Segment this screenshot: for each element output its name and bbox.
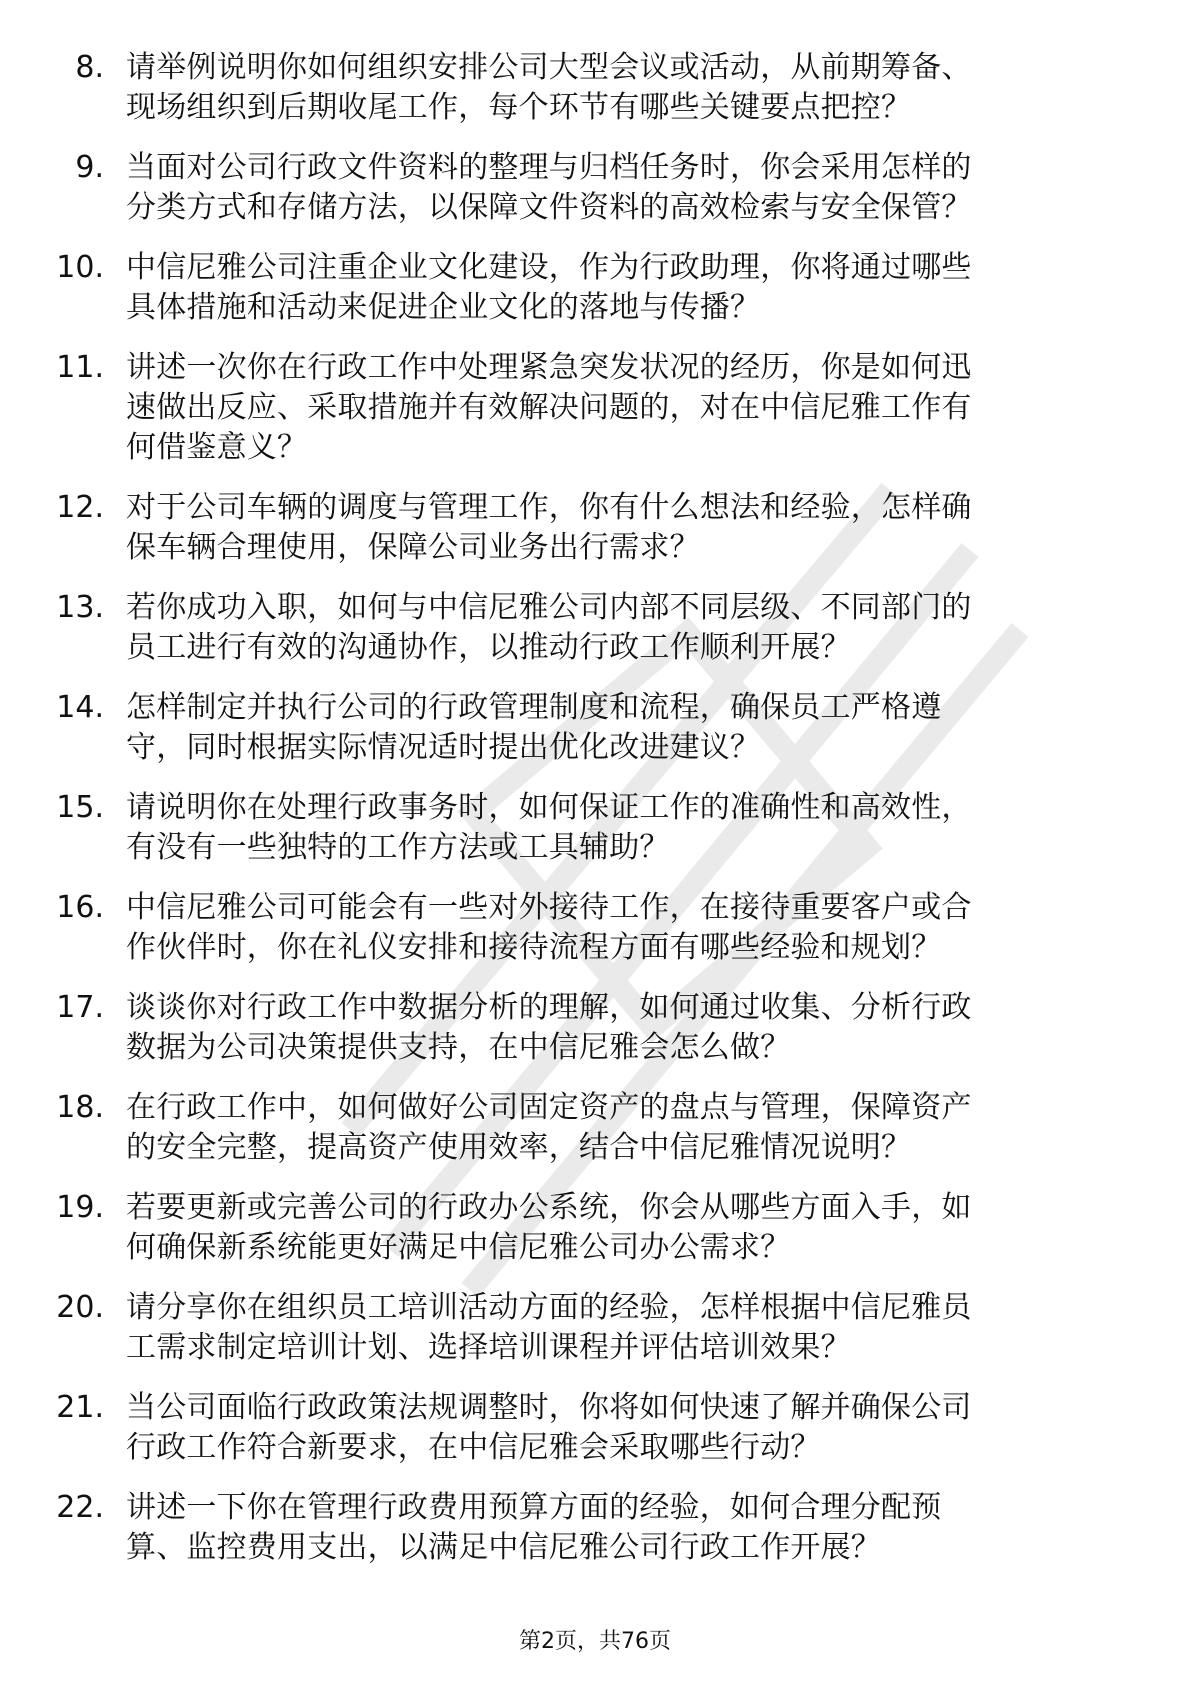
question-number: 14. [56, 690, 104, 725]
question-number: 16. [56, 890, 104, 925]
question-number: 8. [75, 50, 104, 85]
question-number: 21. [56, 1390, 104, 1425]
question-text: 谈谈你对行政工作中数据分析的理解，如何通过收集、分析行政 数据为公司决策提供支持，在中信尼雅会怎么做？ [126, 990, 972, 1065]
question-number: 10. [56, 250, 104, 285]
question-number: 9. [75, 150, 104, 185]
question-number: 12. [56, 490, 104, 525]
question-text: 中信尼雅公司注重企业文化建设，作为行政助理，你将通过哪些 具体措施和活动来促进企业文化的落地与传播？ [126, 250, 972, 325]
question-text: 请说明你在处理行政事务时，如何保证工作的准确性和高效性， 有没有一些独特的工作方法或工具辅助？ [126, 790, 972, 865]
question-text: 怎样制定并执行公司的行政管理制度和流程，确保员工严格遵 守，同时根据实际情况适时提出优化改进建议？ [126, 690, 942, 765]
question-number: 17. [56, 990, 104, 1025]
question-text: 当公司面临行政政策法规调整时，你将如何快速了解并确保公司 行政工作符合新要求，在中信尼雅会采取哪些行动？ [126, 1390, 972, 1465]
question-number: 11. [56, 350, 104, 385]
question-number: 18. [56, 1090, 104, 1125]
question-text: 中信尼雅公司可能会有一些对外接待工作，在接待重要客户或合 作伙伴时，你在礼仪安排和接待流程方面有哪些经验和规划？ [126, 890, 972, 965]
question-text: 当面对公司行政文件资料的整理与归档任务时，你会采用怎样的 分类方式和存储方法，以保障文件资料的高效检索与安全保管？ [126, 150, 972, 225]
question-text: 对于公司车辆的调度与管理工作，你有什么想法和经验，怎样确 保车辆合理使用，保障公司业务出行需求？ [126, 490, 972, 565]
question-number: 19. [56, 1190, 104, 1225]
question-text: 请举例说明你如何组织安排公司大型会议或活动，从前期筹备、 现场组织到后期收尾工作，每个环节有哪些关键要点把控？ [126, 50, 972, 125]
question-text: 讲述一下你在管理行政费用预算方面的经验，如何合理分配预 算、监控费用支出，以满足中信尼雅公司行政工作开展？ [126, 1490, 942, 1565]
question-text: 讲述一次你在行政工作中处理紧急突发状况的经历，你是如何迅 速做出反应、采取措施并有效解决问题的，对在中信尼雅工作有 何借鉴意义？ [126, 350, 972, 465]
question-number: 15. [56, 790, 104, 825]
question-text: 在行政工作中，如何做好公司固定资产的盘点与管理，保障资产 的安全完整，提高资产使用效率，结合中信尼雅情况说明？ [126, 1090, 972, 1165]
page-footer: 第2页，共76页 [519, 1629, 671, 1654]
question-number: 20. [56, 1290, 104, 1325]
question-number: 13. [56, 590, 104, 625]
question-text: 若你成功入职，如何与中信尼雅公司内部不同层级、不同部门的 员工进行有效的沟通协作，以推动行政工作顺利开展？ [126, 590, 972, 665]
question-number: 22. [56, 1490, 104, 1525]
question-text: 请分享你在组织员工培训活动方面的经验，怎样根据中信尼雅员 工需求制定培训计划、选择培训课程并评估培训效果？ [126, 1290, 972, 1365]
question-text: 若要更新或完善公司的行政办公系统，你会从哪些方面入手，如 何确保新系统能更好满足中信尼雅公司办公需求？ [126, 1190, 972, 1265]
